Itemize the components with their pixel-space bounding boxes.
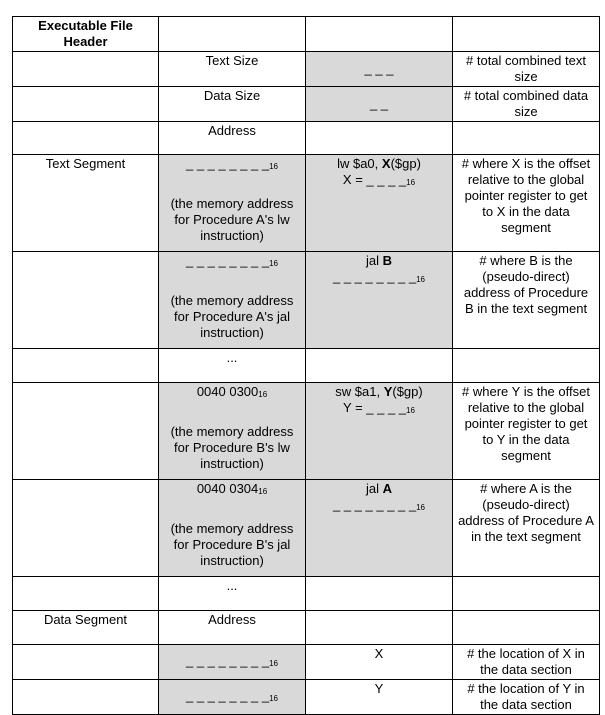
instruction-operand: B: [382, 253, 392, 268]
empty-cell: [13, 645, 159, 680]
empty-cell: [306, 611, 453, 645]
data-size-value: _ _: [306, 87, 453, 122]
base-subscript: 16: [416, 275, 426, 284]
base-subscript: 16: [416, 503, 426, 512]
ellipsis-row: [13, 577, 600, 611]
empty-cell: [453, 577, 600, 611]
address-value: _ _ _ _ _ _ _ _: [185, 253, 270, 268]
empty-cell: [306, 122, 453, 155]
comment-cell: # the location of X in the data section: [453, 645, 600, 680]
header-row: [13, 17, 600, 52]
empty-cell: [13, 87, 159, 122]
empty-cell: [13, 52, 159, 87]
base-subscript: 16: [269, 694, 279, 703]
instruction-detail: Y = _ _ _ _: [343, 400, 407, 415]
empty-cell: [159, 17, 306, 52]
address-value: 0040 0300: [196, 384, 259, 399]
address-cell: [159, 252, 306, 349]
instruction-suffix: ($gp): [390, 156, 421, 171]
base-subscript: 16: [258, 390, 268, 399]
ellipsis: ...: [159, 349, 306, 383]
empty-cell: [453, 122, 600, 155]
data-segment-row: [13, 611, 600, 645]
data-size-row: [13, 87, 600, 122]
text-size-row: [13, 52, 600, 87]
instruction-suffix: ($gp): [392, 384, 423, 399]
instruction-cell: [306, 252, 453, 349]
empty-cell: [306, 17, 453, 52]
ellipsis: ...: [159, 577, 306, 611]
executable-file-table: [12, 16, 600, 715]
instruction-operand: Y: [383, 384, 393, 399]
instruction-prefix: jal: [365, 253, 383, 268]
empty-cell: [13, 480, 159, 577]
text-row-4: [13, 480, 600, 577]
instruction-cell: [306, 480, 453, 577]
address-cell: [159, 480, 306, 577]
address-value: _ _ _ _ _ _ _ _: [185, 688, 270, 703]
address-cell: [159, 155, 306, 252]
comment-cell: # where A is the (pseudo-direct) address of Procedure A in the text segment: [453, 480, 600, 577]
address-value: _ _ _ _ _ _ _ _: [185, 653, 270, 668]
address-note: (the memory address for Procedure A's jal instruction): [170, 293, 294, 340]
base-subscript: 16: [406, 178, 416, 187]
text-segment-label: Text Segment: [13, 155, 159, 252]
data-value: Y: [306, 680, 453, 715]
instruction-operand: A: [382, 481, 392, 496]
comment-cell: # where B is the (pseudo-direct) address of Procedure B in the text segment: [453, 252, 600, 349]
data-segment-label: Data Segment: [13, 611, 159, 645]
instruction-cell: [306, 155, 453, 252]
text-row-1: [13, 155, 600, 252]
empty-cell: [13, 577, 159, 611]
empty-cell: [13, 349, 159, 383]
comment-cell: # the location of Y in the data section: [453, 680, 600, 715]
address-cell: [159, 383, 306, 480]
empty-cell: [306, 349, 453, 383]
address-note: (the memory address for Procedure B's lw instruction): [170, 424, 294, 471]
address-value: _ _ _ _ _ _ _ _: [185, 156, 270, 171]
address-value: 0040 0304: [196, 481, 259, 496]
address-header-row: [13, 122, 600, 155]
address-note: (the memory address for Procedure A's lw instruction): [170, 196, 294, 243]
data-row-x: [13, 645, 600, 680]
empty-cell: [13, 383, 159, 480]
instruction-prefix: jal: [365, 481, 383, 496]
instruction-cell: [306, 383, 453, 480]
empty-cell: [13, 252, 159, 349]
address-note: (the memory address for Procedure B's jal instruction): [170, 521, 294, 568]
text-size-value: _ _ _: [306, 52, 453, 87]
empty-cell: [13, 122, 159, 155]
data-value: X: [306, 645, 453, 680]
data-address-header: Address: [159, 611, 306, 645]
address-cell: [159, 645, 306, 680]
text-size-comment: # total combined text size: [453, 52, 600, 87]
ellipsis-row: [13, 349, 600, 383]
data-size-comment: # total combined data size: [453, 87, 600, 122]
empty-cell: [13, 680, 159, 715]
header-title: Executable File Header: [13, 17, 159, 52]
instruction-prefix: sw $a1,: [335, 384, 384, 399]
data-row-y: [13, 680, 600, 715]
base-subscript: 16: [258, 487, 268, 496]
address-cell: [159, 680, 306, 715]
instruction-detail: _ _ _ _ _ _ _ _: [332, 497, 417, 512]
base-subscript: 16: [269, 259, 279, 268]
instruction-prefix: lw $a0,: [337, 156, 382, 171]
empty-cell: [306, 577, 453, 611]
instruction-detail: X = _ _ _ _: [342, 172, 407, 187]
base-subscript: 16: [406, 406, 415, 415]
base-subscript: 16: [269, 659, 279, 668]
comment-cell: # where X is the offset relative to the global pointer register to get to X in the data segment: [453, 155, 600, 252]
base-subscript: 16: [269, 162, 279, 171]
address-header-label: Address: [159, 122, 306, 155]
empty-cell: [453, 349, 600, 383]
text-row-2: [13, 252, 600, 349]
instruction-detail: _ _ _ _ _ _ _ _: [332, 269, 417, 284]
text-row-3: [13, 383, 600, 480]
empty-cell: [453, 611, 600, 645]
data-size-label: Data Size: [159, 87, 306, 122]
empty-cell: [453, 17, 600, 52]
instruction-operand: X: [381, 156, 391, 171]
text-size-label: Text Size: [159, 52, 306, 87]
comment-cell: # where Y is the offset relative to the global pointer register to get to Y in the data segment: [453, 383, 600, 480]
